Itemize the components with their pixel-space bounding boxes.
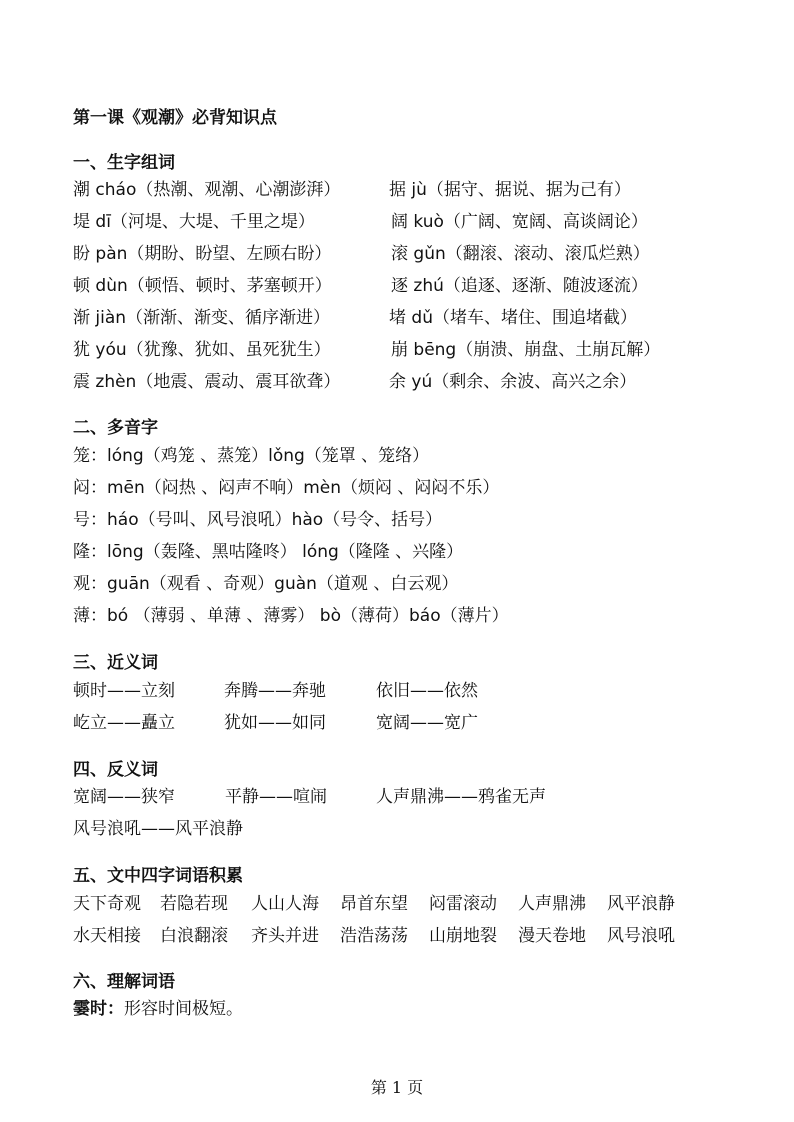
- vocab-entry: 余 yú（剩余、余波、高兴之余）: [389, 372, 637, 392]
- synonym-pair: 犹如——如同: [224, 713, 326, 733]
- vocab-entry: 崩 bēng（崩溃、崩盘、土崩瓦解）: [391, 340, 661, 360]
- idiom: 昂首东望: [340, 894, 408, 914]
- idiom: 水天相接: [73, 926, 141, 946]
- idiom: 漫天卷地: [518, 926, 586, 946]
- vocab-entry: 滚 gǔn（翻滚、滚动、滚瓜烂熟）: [391, 244, 650, 264]
- section-heading-vocab: 一、生字组词: [73, 153, 175, 173]
- idiom: 若隐若现: [160, 894, 228, 914]
- vocab-entry: 堤 dī（河堤、大堤、千里之堤）: [73, 212, 315, 232]
- antonym-pair: 风号浪吼——风平浪静: [73, 819, 243, 839]
- meaning-term: 霎时：: [73, 999, 124, 1019]
- synonym-pair: 奔腾——奔驰: [224, 681, 326, 701]
- polyphone-row: 闷：mēn（闷热 、闷声不响）mèn（烦闷 、闷闷不乐）: [73, 478, 500, 498]
- vocab-entry: 顿 dùn（顿悟、顿时、茅塞顿开）: [73, 276, 332, 296]
- polyphone-row: 号：háo（号叫、风号浪吼）hào（号令、括号）: [73, 510, 443, 530]
- synonym-pair: 宽阔——宽广: [376, 713, 478, 733]
- polyphone-row: 薄：bó （薄弱 、单薄 、薄雾） bò（薄荷）báo（薄片）: [73, 606, 509, 626]
- polyphone-row: 笼：lóng（鸡笼 、蒸笼）lǒng（笼罩 、笼络）: [73, 446, 430, 466]
- meaning-row: [73, 995, 243, 1023]
- idiom: 齐头并进: [251, 926, 319, 946]
- idiom: 风平浪静: [607, 894, 675, 914]
- idiom: 人山人海: [251, 894, 319, 914]
- idiom: 山崩地裂: [429, 926, 497, 946]
- vocab-entry: 阔 kuò（广阔、宽阔、高谈阔论）: [391, 212, 648, 232]
- meaning-definition: 形容时间极短。: [124, 999, 243, 1019]
- vocab-entry: 堵 dǔ（堵车、堵住、围追堵截）: [389, 308, 637, 328]
- idiom: 浩浩荡荡: [340, 926, 408, 946]
- page-number: 第 1 页: [370, 1078, 424, 1097]
- document-title: 第一课《观潮》必背知识点: [73, 108, 277, 128]
- idiom: 天下奇观: [73, 894, 141, 914]
- antonym-pair: 平静——喧闹: [225, 787, 327, 807]
- synonym-pair: 依旧——依然: [376, 681, 478, 701]
- synonym-pair: 屹立——矗立: [73, 713, 175, 733]
- vocab-entry: 渐 jiàn（渐渐、渐变、循序渐进）: [73, 308, 331, 328]
- antonym-pair: 人声鼎沸——鸦雀无声: [376, 787, 546, 807]
- section-heading-antonyms: 四、反义词: [73, 760, 158, 780]
- antonym-pair: 宽阔——狭窄: [73, 787, 175, 807]
- idiom: 白浪翻滚: [160, 926, 228, 946]
- section-heading-idioms: 五、文中四字词语积累: [73, 866, 243, 886]
- vocab-entry: 犹 yóu（犹豫、犹如、虽死犹生）: [73, 340, 331, 360]
- section-heading-meanings: 六、理解词语: [73, 972, 175, 992]
- polyphone-row: 隆：lōng（轰隆、黑咕隆咚） lóng（隆隆 、兴隆）: [73, 542, 464, 562]
- vocab-entry: 潮 cháo（热潮、观潮、心潮澎湃）: [73, 180, 341, 200]
- section-heading-polyphones: 二、多音字: [73, 418, 158, 438]
- vocab-entry: 据 jù（据守、据说、据为己有）: [389, 180, 631, 200]
- idiom: 人声鼎沸: [518, 894, 586, 914]
- vocab-entry: 逐 zhú（追逐、逐渐、随波逐流）: [391, 276, 648, 296]
- vocab-entry: 震 zhèn（地震、震动、震耳欲聋）: [73, 372, 341, 392]
- polyphone-row: 观：guān（观看 、奇观）guàn（道观 、白云观）: [73, 574, 459, 594]
- synonym-pair: 顿时——立刻: [73, 681, 175, 701]
- idiom: 闷雷滚动: [429, 894, 497, 914]
- idiom: 风号浪吼: [607, 926, 675, 946]
- vocab-entry: 盼 pàn（期盼、盼望、左顾右盼）: [73, 244, 332, 264]
- section-heading-synonyms: 三、近义词: [73, 653, 158, 673]
